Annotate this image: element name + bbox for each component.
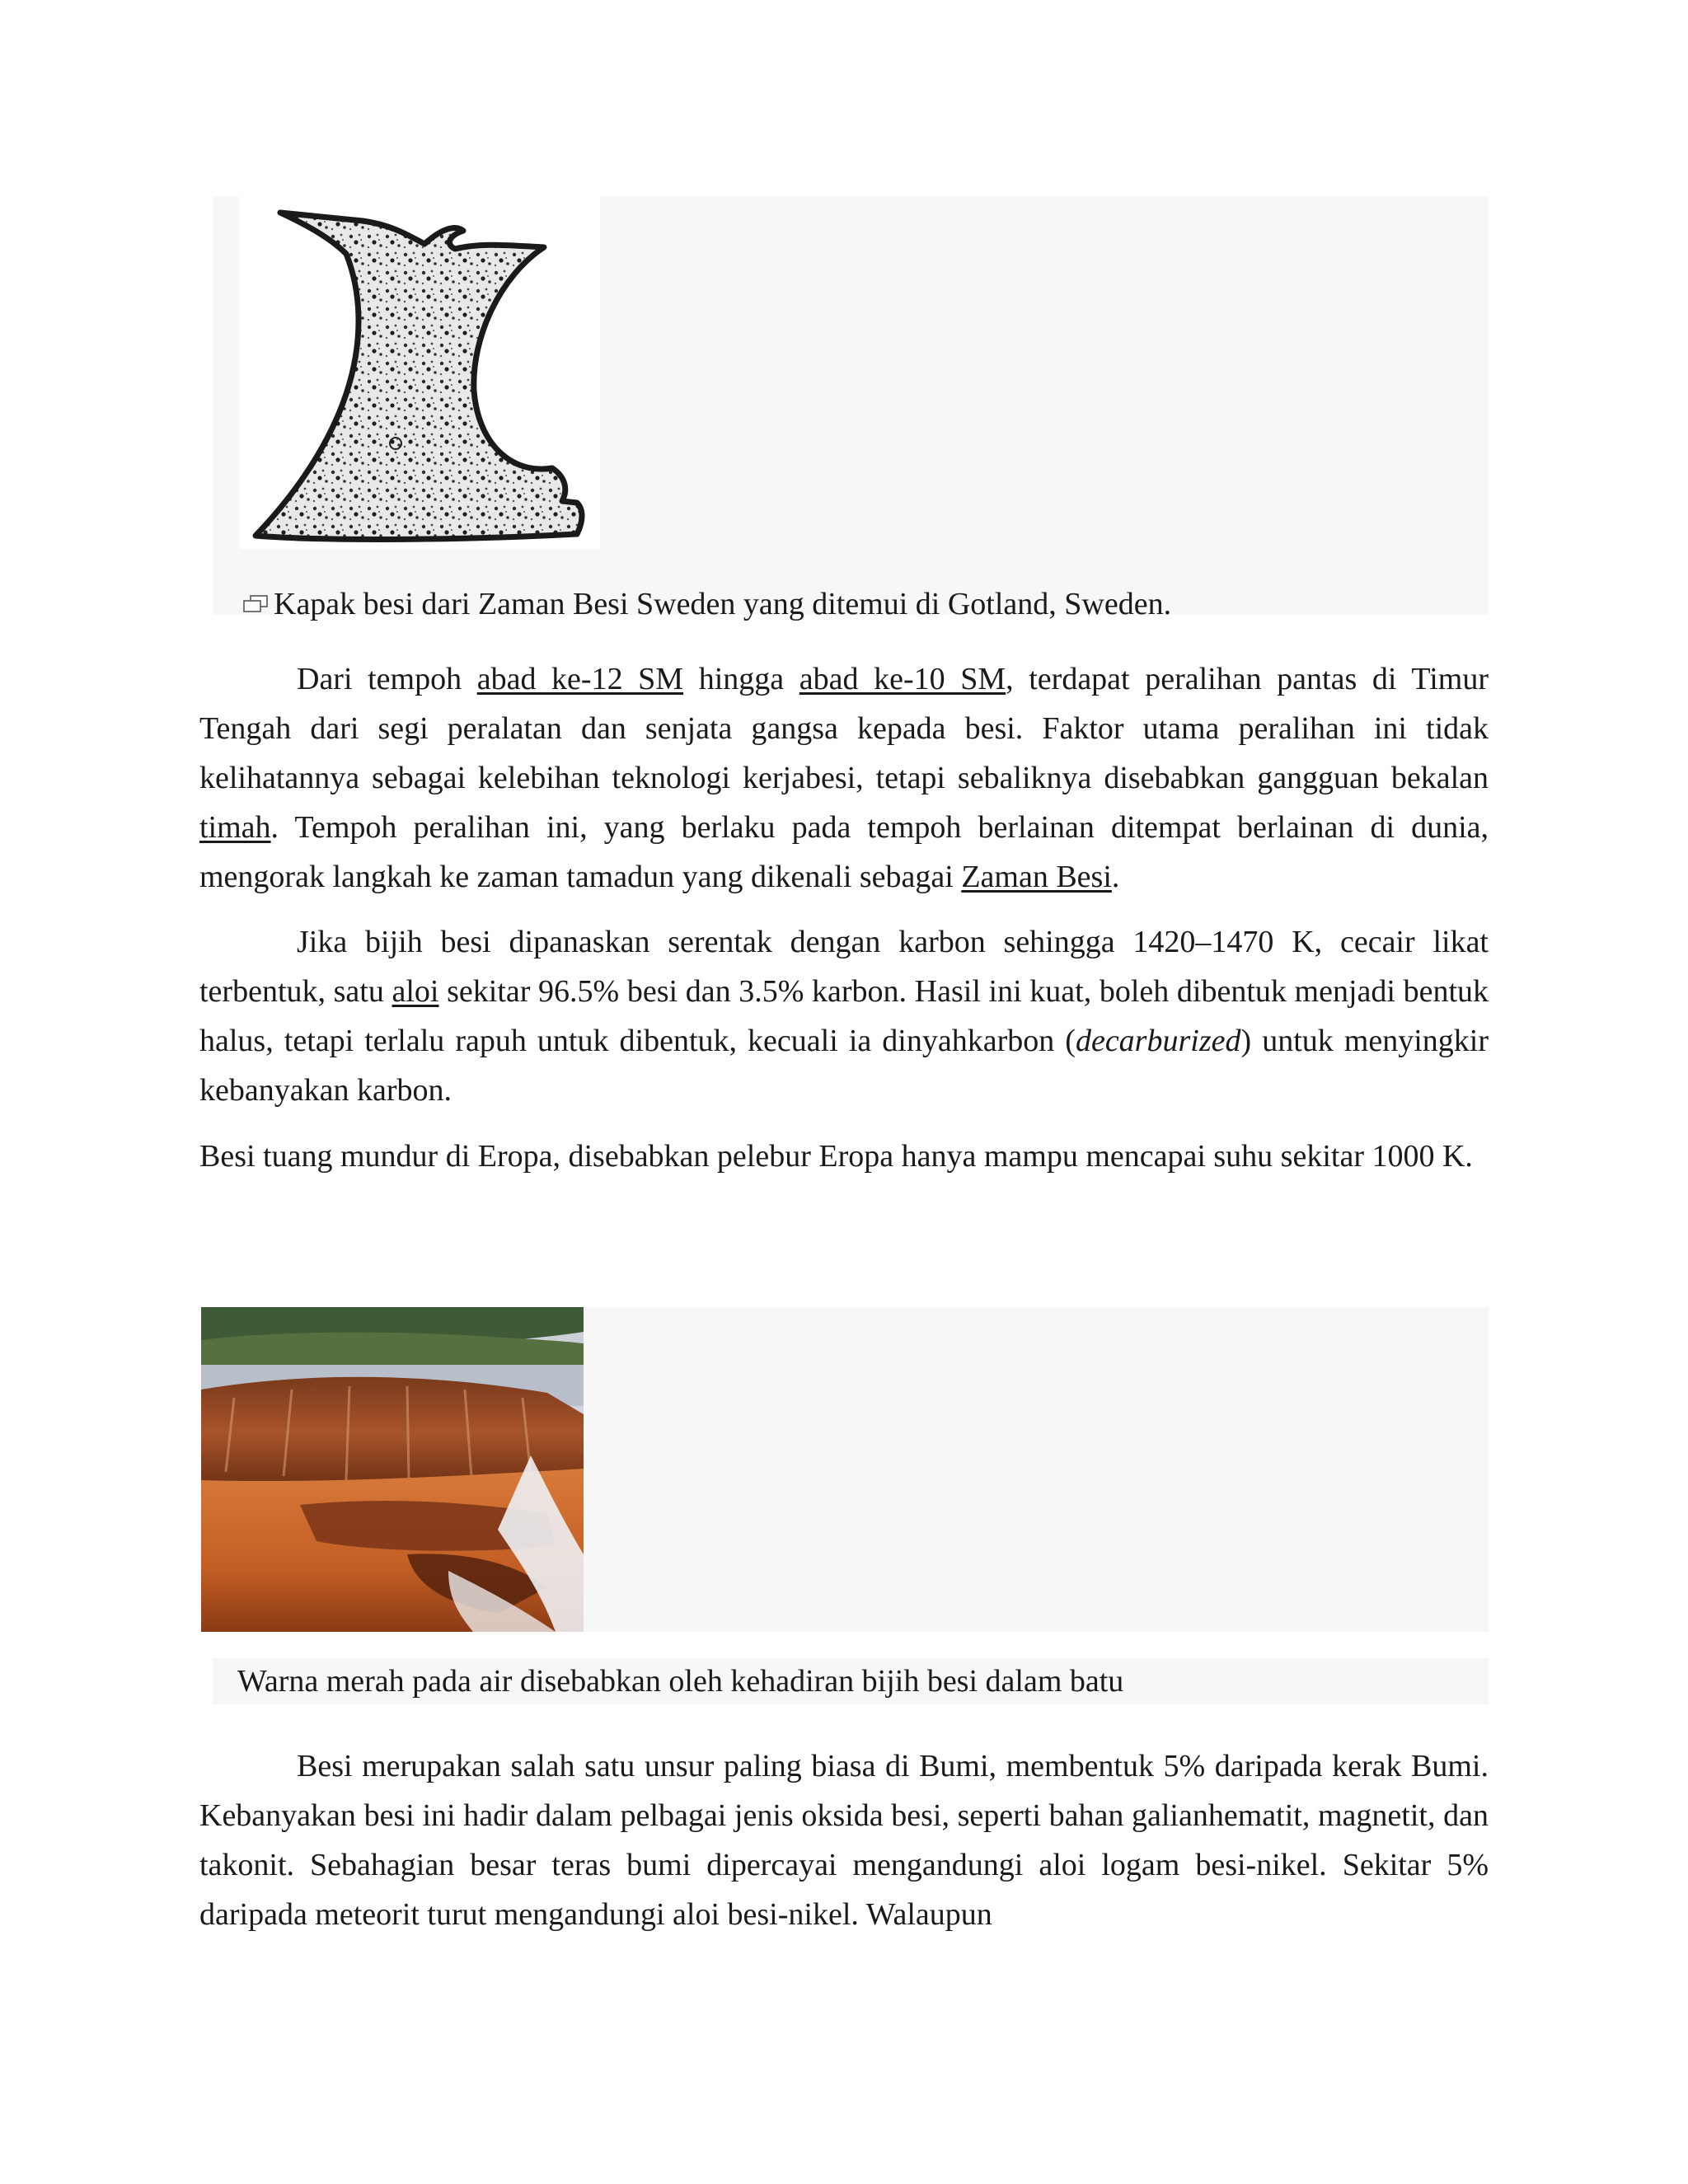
text-run: Jika bijih besi dipanaskan serentak dengan karbon sehingga 1420–1470 K, cecair likat terbentuk, satu xyxy=(199,925,1489,1009)
link-abad-ke-12-sm[interactable]: abad ke-12 SM xyxy=(476,662,684,696)
text-run: ) untuk menyingkir kebanyakan karbon. xyxy=(199,1024,1489,1108)
text-run: Dari tempoh xyxy=(297,662,477,696)
figure-caption-river: Warna merah pada air disebabkan oleh kehadiran bijih besi dalam batu xyxy=(237,1664,1124,1699)
paragraph-europe: Besi tuang mundur di Eropa, disebabkan pelebur Eropa hanya mampu mencapai suhu sekitar 1000 K. xyxy=(199,1139,1473,1174)
paragraph-iron-abundance: Besi merupakan salah satu unsur paling biasa di Bumi, membentuk 5% daripada kerak Bumi. Kebanyakan besi ini hadir dalam pelbagai jenis oksida besi, seperti bahan galianhematit, magnetit, dan takonit. Sebahagian besar teras bumi dipercayai mengandungi aloi logam besi-nikel. Sekitar 5% daripada meteorit turut mengandungi aloi besi-nikel. Walaupun xyxy=(199,1749,1489,1932)
text-run: . Tempoh peralihan ini, yang berlaku pada tempoh berlainan ditempat berlainan di dunia, mengorak langkah ke zaman tamadun yang dikenali sebagai xyxy=(199,810,1489,894)
text-run: . xyxy=(1111,860,1120,894)
iron-axe-image xyxy=(239,196,600,549)
link-timah[interactable]: timah xyxy=(199,810,271,845)
link-aloi[interactable]: aloi xyxy=(392,974,439,1009)
link-abad-ke-10-sm[interactable]: abad ke-10 SM xyxy=(799,662,1006,696)
red-river-image xyxy=(201,1307,584,1632)
window-restore-icon xyxy=(241,593,270,613)
paragraph-iron-transition xyxy=(199,654,1489,902)
text-run: hingga xyxy=(683,662,799,696)
caption-text: Kapak besi dari Zaman Besi Sweden yang ditemui di Gotland, Sweden. xyxy=(274,587,1172,621)
figure-caption-axe xyxy=(241,583,1171,625)
italic-term: decarburized xyxy=(1075,1024,1241,1058)
link-zaman-besi[interactable]: Zaman Besi xyxy=(961,860,1112,894)
paragraph-cast-iron xyxy=(199,917,1489,1115)
text-run: , terdapat peralihan pantas di Timur Tengah dari segi peralatan dan senjata gangsa kepada besi. Faktor utama peralihan ini tidak kelihatannya sebagai kelebihan teknologi kerjabesi, tetapi sebaliknya disebabkan gangguan bekalan xyxy=(199,662,1489,795)
text-run: sekitar 96.5% besi dan 3.5% karbon. Hasil ini kuat, boleh dibentuk menjadi bentuk halus, tetapi terlalu rapuh untuk dibentuk, kecuali ia dinyahkarbon ( xyxy=(199,974,1489,1058)
